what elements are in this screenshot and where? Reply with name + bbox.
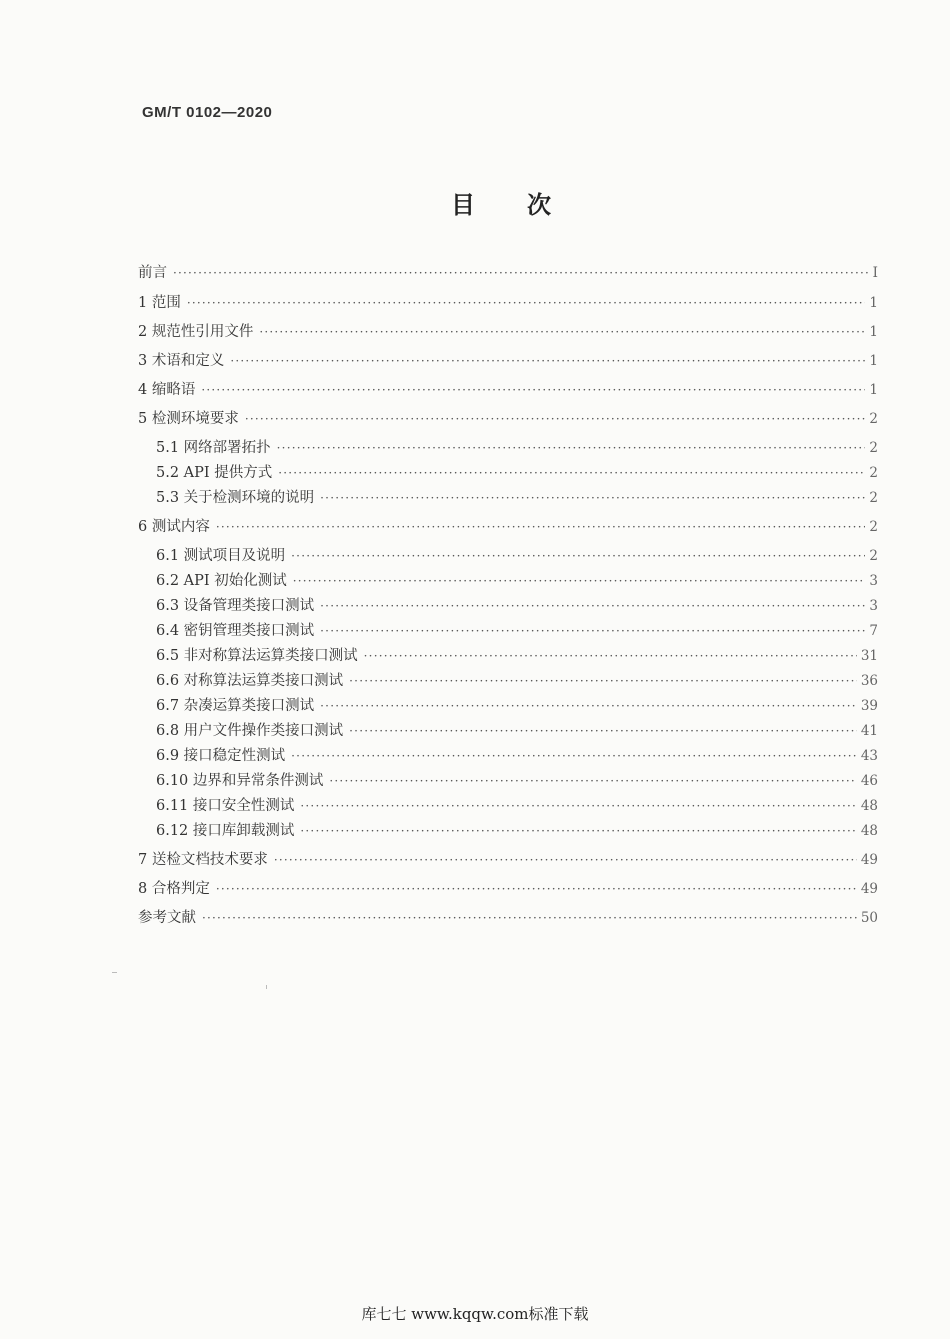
toc-entry-label: 5.2 API 提供方式 [156, 465, 273, 481]
toc-page-number: 2 [869, 411, 878, 427]
toc-entry-6-11[interactable] [156, 795, 878, 817]
toc-page-number: 48 [860, 823, 878, 839]
toc-entry-label: 6.4 密钥管理类接口测试 [156, 623, 315, 639]
toc-entry-label: 参考文献 [138, 910, 196, 926]
toc-leader-dots [291, 745, 857, 767]
toc-page-number: 49 [860, 881, 878, 897]
toc-entry-4[interactable] [138, 379, 878, 401]
toc-page-number: 2 [869, 440, 878, 456]
toc-page-number: 1 [869, 382, 878, 398]
toc-entry-foreword[interactable] [138, 262, 878, 284]
toc-entry-label: 4 缩略语 [138, 382, 196, 398]
document-code: GM/T 0102—2020 [142, 104, 273, 121]
toc-entry-label: 前言 [138, 265, 167, 281]
toc-leader-dots [230, 350, 865, 372]
toc-entry-label: 6.10 边界和异常条件测试 [156, 773, 324, 789]
toc-entry-5-1[interactable] [156, 437, 878, 459]
page-title: 目次 [451, 191, 603, 219]
scan-speck [112, 972, 117, 973]
toc-leader-dots [216, 516, 866, 538]
toc-leader-dots [201, 379, 865, 401]
footer-watermark: 库七七 www.kqqw.com标准下载 [361, 1305, 589, 1323]
toc-entry-label: 6.7 杂凑运算类接口测试 [156, 698, 315, 714]
toc-entry-6-3[interactable] [156, 595, 878, 617]
toc-page-number: 43 [860, 748, 878, 764]
toc-entry-label: 6.6 对称算法运算类接口测试 [156, 673, 344, 689]
toc-page-number: 41 [860, 723, 878, 739]
toc-leader-dots [274, 849, 857, 871]
toc-page-number: 46 [860, 773, 878, 789]
toc-page-number: 2 [869, 490, 878, 506]
toc-entry-label: 6.5 非对称算法运算类接口测试 [156, 648, 358, 664]
toc-page-number: 3 [869, 598, 878, 614]
toc-leader-dots [216, 878, 857, 900]
toc-entry-1[interactable] [138, 292, 878, 314]
toc-entry-3[interactable] [138, 350, 878, 372]
toc-leader-dots [293, 570, 866, 592]
toc-entry-label: 6.1 测试项目及说明 [156, 548, 286, 564]
toc-page-number: 2 [869, 548, 878, 564]
toc-page-number: 31 [860, 648, 878, 664]
toc-entry-6[interactable] [138, 516, 878, 538]
toc-entry-bibliography[interactable] [138, 907, 878, 929]
toc-leader-dots [320, 695, 857, 717]
toc-page-number: 50 [860, 910, 878, 926]
toc-entry-label: 5.3 关于检测环境的说明 [156, 490, 315, 506]
toc-entry-label: 6.12 接口库卸载测试 [156, 823, 295, 839]
toc-leader-dots [259, 321, 865, 343]
toc-page-number: 1 [869, 353, 878, 369]
toc-entry-6-9[interactable] [156, 745, 878, 767]
toc-leader-dots [364, 645, 857, 667]
toc-leader-dots [291, 545, 865, 567]
toc-entry-label: 6.3 设备管理类接口测试 [156, 598, 315, 614]
toc-entry-5-2[interactable] [156, 462, 878, 484]
scan-speck [266, 985, 267, 989]
toc-entry-6-7[interactable] [156, 695, 878, 717]
toc-page-number: Ⅰ [872, 265, 878, 281]
toc-entry-label: 8 合格判定 [138, 881, 210, 897]
toc-entry-6-12[interactable] [156, 820, 878, 842]
toc-leader-dots [320, 595, 865, 617]
toc-leader-dots [320, 620, 865, 642]
toc-leader-dots [349, 720, 857, 742]
toc-entry-5[interactable] [138, 408, 878, 430]
toc-entry-label: 3 术语和定义 [138, 353, 225, 369]
toc-page-number: 1 [869, 295, 878, 311]
toc-leader-dots [278, 462, 865, 484]
toc-page-number: 49 [860, 852, 878, 868]
toc-entry-label: 5 检测环境要求 [138, 411, 239, 427]
toc-entry-2[interactable] [138, 321, 878, 343]
toc-entry-6-6[interactable] [156, 670, 878, 692]
toc-page-number: 39 [860, 698, 878, 714]
toc-page-number: 48 [860, 798, 878, 814]
toc-entry-label: 7 送检文档技术要求 [138, 852, 268, 868]
toc-leader-dots [349, 670, 857, 692]
toc-leader-dots [173, 262, 869, 284]
toc-entry-label: 6.2 API 初始化测试 [156, 573, 287, 589]
toc-entry-label: 6.8 用户文件操作类接口测试 [156, 723, 344, 739]
toc-leader-dots [320, 487, 865, 509]
toc-leader-dots [202, 907, 857, 929]
toc-entry-7[interactable] [138, 849, 878, 871]
toc-leader-dots [300, 795, 856, 817]
toc-page-number: 1 [869, 324, 878, 340]
toc-page-number: 7 [869, 623, 878, 639]
toc-entry-label: 6.9 接口稳定性测试 [156, 748, 286, 764]
toc-leader-dots [329, 770, 856, 792]
toc-page-number: 3 [869, 573, 878, 589]
toc-entry-8[interactable] [138, 878, 878, 900]
toc-page-number: 2 [869, 519, 878, 535]
toc-entry-label: 2 规范性引用文件 [138, 324, 254, 340]
toc-entry-label: 6 测试内容 [138, 519, 210, 535]
toc-leader-dots [187, 292, 866, 314]
toc-leader-dots [277, 437, 866, 459]
toc-page-number: 2 [869, 465, 878, 481]
toc-page-number: 36 [860, 673, 878, 689]
toc-entry-6-4[interactable] [156, 620, 878, 642]
toc-entry-6-1[interactable] [156, 545, 878, 567]
toc-entry-6-2[interactable] [156, 570, 878, 592]
toc-entry-label: 5.1 网络部署拓扑 [156, 440, 271, 456]
toc-entry-6-5[interactable] [156, 645, 878, 667]
toc-entry-5-3[interactable] [156, 487, 878, 509]
toc-entry-label: 1 范围 [138, 295, 181, 311]
toc-entry-6-8[interactable] [156, 720, 878, 742]
toc-leader-dots [300, 820, 856, 842]
toc-entry-6-10[interactable] [156, 770, 878, 792]
toc-entry-label: 6.11 接口安全性测试 [156, 798, 295, 814]
toc-leader-dots [245, 408, 866, 430]
